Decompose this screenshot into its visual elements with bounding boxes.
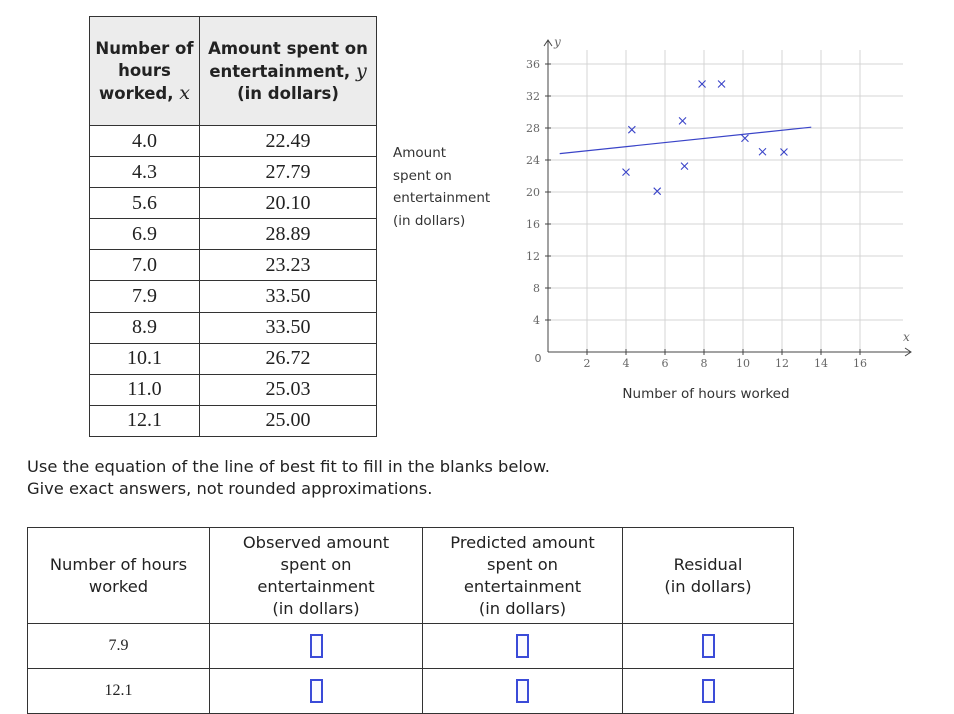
header-line: (in dollars) <box>664 576 752 596</box>
header-amount-unit: (in dollars) <box>237 83 339 103</box>
header-line: (in dollars) <box>272 598 360 618</box>
observed-cell <box>210 624 423 669</box>
header-hours-worked-text: Number of hours worked, <box>95 38 194 103</box>
header-line: entertainment <box>463 576 582 596</box>
header-line: Number of hours <box>49 554 188 574</box>
predicted-input-box[interactable] <box>516 679 529 703</box>
y-tick-label: 24 <box>526 154 540 167</box>
y-axis-label-line: Amount <box>393 145 447 161</box>
cell-hours: 7.0 <box>90 250 200 281</box>
cell-hours: 12.1 <box>90 405 200 436</box>
y-tick-label: 16 <box>526 218 540 231</box>
cell-hours: 11.0 <box>90 374 200 405</box>
residual-cell <box>623 669 794 714</box>
table-row <box>90 281 377 312</box>
cell-amount: 25.03 <box>200 374 377 405</box>
header-x-variable: x <box>179 81 190 104</box>
header-line: Predicted amount <box>450 532 595 552</box>
header-hours-worked <box>90 17 200 126</box>
y-tick-label: 28 <box>526 122 540 135</box>
table-row <box>90 219 377 250</box>
cell-amount: 33.50 <box>200 281 377 312</box>
residual-row <box>28 624 794 669</box>
residual-input-box[interactable] <box>702 634 715 658</box>
y-tick-label: 36 <box>526 58 540 71</box>
header-amount-spent-text: Amount spent on entertainment, <box>208 38 368 81</box>
cell-hours: 10.1 <box>90 343 200 374</box>
header-amount-spent <box>200 17 377 126</box>
header-predicted-amount <box>423 528 623 624</box>
data-table <box>89 16 377 437</box>
header-y-variable: y <box>355 59 367 82</box>
data-point <box>628 126 635 133</box>
y-axis-label-line: (in dollars) <box>393 212 466 229</box>
header-line: Observed amount <box>242 532 390 552</box>
table-row <box>90 343 377 374</box>
y-tick-label: 32 <box>526 90 540 103</box>
cell-amount: 33.50 <box>200 312 377 343</box>
header-line: spent on <box>487 554 558 574</box>
cell-amount: 28.89 <box>200 219 377 250</box>
header-number-of-hours <box>28 528 210 624</box>
instructions-line-2: Give exact answers, not rounded approximations. <box>27 479 433 498</box>
residual-hours-cell: 7.9 <box>28 624 210 669</box>
data-point <box>679 117 686 124</box>
y-axis-label-line: spent on <box>393 167 452 184</box>
table-row <box>90 188 377 219</box>
residual-cell <box>623 624 794 669</box>
x-tick-label: 14 <box>814 357 828 370</box>
y-tick-label: 20 <box>526 186 540 199</box>
data-point <box>759 148 766 155</box>
residual-header-row <box>28 528 794 624</box>
data-point <box>654 188 661 195</box>
table-row <box>90 312 377 343</box>
cell-amount: 25.00 <box>200 405 377 436</box>
observed-input-box[interactable] <box>310 679 323 703</box>
instructions-line-1: Use the equation of the line of best fit to fill in the blanks below. <box>27 457 550 476</box>
residual-hours-cell: 12.1 <box>28 669 210 714</box>
x-tick-label: 8 <box>700 357 708 370</box>
residual-row <box>28 669 794 714</box>
header-line: (in dollars) <box>478 598 567 618</box>
header-line: spent on <box>280 554 352 574</box>
scatter-chart <box>518 36 918 376</box>
x-tick-label: 2 <box>583 357 591 370</box>
cell-hours: 6.9 <box>90 219 200 250</box>
cell-amount: 23.23 <box>200 250 377 281</box>
y-axis-label <box>393 142 503 232</box>
table-row <box>90 126 377 157</box>
origin-label: 0 <box>534 352 542 365</box>
header-line: Residual <box>673 554 743 574</box>
table-row <box>90 405 377 436</box>
y-tick-label: 4 <box>533 314 540 327</box>
data-table-header-row <box>90 17 377 126</box>
data-point <box>718 81 725 88</box>
x-tick-label: 6 <box>661 357 669 370</box>
cell-hours: 8.9 <box>90 312 200 343</box>
best-fit-line <box>560 127 812 153</box>
table-row <box>90 374 377 405</box>
header-residual <box>623 528 794 624</box>
y-axis-variable: y <box>554 36 561 49</box>
header-line: entertainment <box>257 576 375 596</box>
y-axis-label-line: entertainment <box>393 190 491 206</box>
instructions <box>27 456 550 500</box>
cell-hours: 4.3 <box>90 157 200 188</box>
observed-input-box[interactable] <box>310 634 323 658</box>
cell-hours: 7.9 <box>90 281 200 312</box>
residual-table <box>27 527 794 714</box>
predicted-cell <box>423 624 623 669</box>
y-tick-label: 12 <box>526 250 540 263</box>
table-row <box>90 157 377 188</box>
x-axis-variable: x <box>903 330 910 344</box>
cell-amount: 26.72 <box>200 343 377 374</box>
x-tick-label: 10 <box>736 357 750 370</box>
cell-amount: 20.10 <box>200 188 377 219</box>
x-tick-label: 16 <box>853 357 867 370</box>
table-row <box>90 250 377 281</box>
predicted-cell <box>423 669 623 714</box>
predicted-input-box[interactable] <box>516 634 529 658</box>
x-axis-label: Number of hours worked <box>622 386 790 402</box>
cell-amount: 22.49 <box>200 126 377 157</box>
cell-hours: 5.6 <box>90 188 200 219</box>
cell-hours: 4.0 <box>90 126 200 157</box>
header-observed-amount <box>210 528 423 624</box>
data-point <box>681 163 688 170</box>
header-line: worked <box>88 576 149 596</box>
residual-input-box[interactable] <box>702 679 715 703</box>
y-tick-label: 8 <box>533 282 540 295</box>
observed-cell <box>210 669 423 714</box>
cell-amount: 27.79 <box>200 157 377 188</box>
x-tick-label: 4 <box>622 357 630 370</box>
x-tick-label: 12 <box>775 357 789 370</box>
